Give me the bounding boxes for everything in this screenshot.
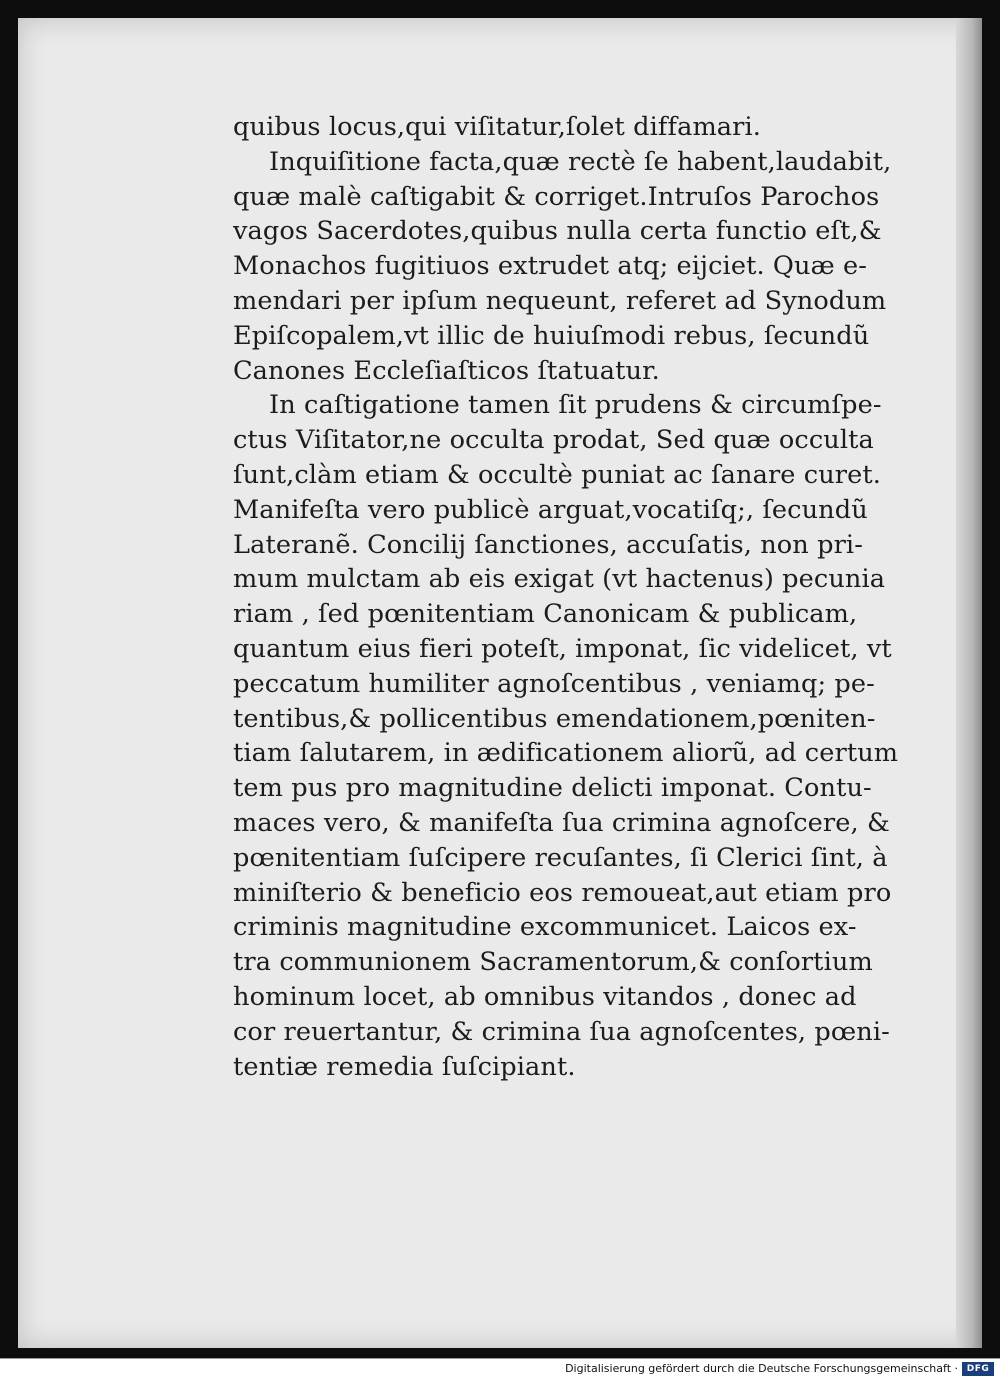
text-line: cor reuertantur, & crimina ſua agnoſcentes, pœni- — [233, 1016, 890, 1047]
text-line: In caſtigatione tamen ſit prudens & circumſpe- — [269, 390, 882, 421]
text-line: tentiæ remedia ſuſcipiant. — [233, 1051, 576, 1082]
text-line: Manifeſta vero publicè arguat,vocatiſq;, ſecundũ — [233, 494, 868, 525]
text-line: mum mulctam ab eis exigat (vt hactenus) pecunia — [233, 564, 886, 595]
text-line: quæ malè caſtigabit & corriget.Intruſos Parochos — [233, 181, 880, 212]
text-line: Lateranẽ. Concilij ſanctiones, accuſatis, non pri- — [233, 529, 863, 560]
text-line: miniſterio & beneficio eos remoueat,aut etiam pro — [233, 877, 892, 908]
text-line: Canones Eccleſiaſticos ſtatuatur. — [233, 355, 660, 386]
text-line: tiam ſalutarem, in ædificationem aliorũ, ad certum — [233, 738, 899, 769]
text-line: quibus locus,qui viſitatur,ſolet diffamari. — [233, 112, 762, 142]
text-line: Monachos fugitiuos extrudet atq; eijciet. Quæ e- — [233, 251, 867, 282]
text-line: Inquiſitione facta,quæ rectè ſe habent,laudabit, — [269, 146, 892, 177]
text-line: tra communionem Sacramentorum,& conſortium — [233, 947, 873, 978]
text-line: tem pus pro magnitudine delicti imponat. Contu- — [233, 773, 872, 804]
text-line: ctus Viſitator,ne occulta prodat, Sed quæ occulta — [233, 425, 874, 456]
text-line: peccatum humiliter agnoſcentibus , veniamq; pe- — [233, 668, 875, 699]
text-line: ſunt,clàm etiam & occultè puniat ac ſanare curet. — [233, 459, 882, 490]
text-line: hominum locet, ab omnibus vitandos , donec ad — [233, 981, 857, 1012]
dfg-logo-icon: DFG — [962, 1362, 994, 1376]
text-line: vagos Sacerdotes,quibus nulla certa functio eſt,& — [233, 216, 882, 247]
funding-credit: Digitalisierung gefördert durch die Deutsche Forschungsgemeinschaft · — [565, 1362, 958, 1375]
text-line: pœnitentiam ſuſcipere recuſantes, ſi Clerici ſint, à — [233, 842, 888, 873]
text-line: riam , ſed pœnitentiam Canonicam & publicam, — [233, 599, 858, 630]
text-line: maces vero, & manifeſta ſua crimina agnoſcere, & — [233, 807, 890, 838]
book-page — [18, 18, 982, 1348]
text-line: Epiſcopalem,vt illic de huiuſmodi rebus, ſecundũ — [233, 320, 870, 351]
text-line: quantum eius fieri poteſt, imponat, ſic videlicet, vt — [233, 633, 892, 664]
text-line: criminis magnitudine excommunicet. Laicos ex- — [233, 912, 857, 943]
page-text — [233, 110, 913, 1084]
footer-bar — [0, 1358, 1000, 1380]
text-line: tentibus,& pollicentibus emendationem,pœniten- — [233, 703, 876, 734]
text-line: mendari per ipſum nequeunt, referet ad Synodum — [233, 285, 887, 316]
page-edge — [956, 18, 982, 1348]
